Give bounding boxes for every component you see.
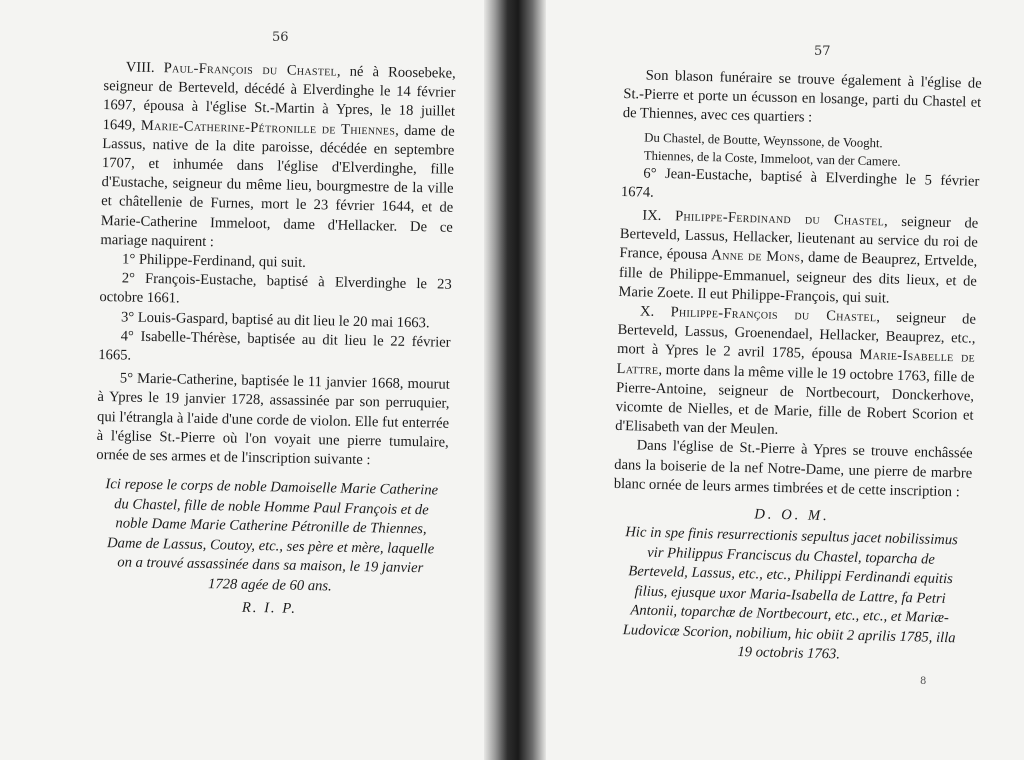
entry-x bbox=[615, 302, 976, 445]
church-paragraph: Dans l'église de St.-Pierre à Ypres se trouve enchâssée dans la boiserie de la nef Notre-Dame, une pierre de marbre blanc ornée de leurs armes timbrées et de cette inscription : bbox=[613, 437, 973, 501]
page-number-left: 56 bbox=[272, 30, 289, 45]
child-item: 4° Isabelle-Thérèse, baptisée au dit lieu le 22 février 1665. bbox=[98, 328, 451, 364]
corner-mark: 8 bbox=[920, 676, 927, 687]
latin-inscription: Hic in spe finis resurrectionis sepultus jacet nobilissimus vir Philippus Franciscus du Chastel, toparcha de Berteveld, Lassus, etc., etc., Philippi Ferdinandi equitis filius, ejusque uxor Maria-Isabella de Lattre, fa Petri Antonii, toparchæ de Nortbecourt, etc., etc., et Mariæ-Ludovicæ Scorion, nobilium, hic obiit 2 aprilis 1785, illa 19 octobris 1763. bbox=[622, 524, 958, 663]
right-page-text bbox=[609, 66, 981, 668]
dom-heading: D. O. M. bbox=[754, 506, 830, 525]
book-gutter bbox=[484, 0, 546, 760]
child-six: 6° Jean-Eustache, baptisé à Elverdinghe le 5 février 1674. bbox=[620, 165, 980, 201]
entry-ix-name: Philippe-Ferdinand du Chastel bbox=[674, 208, 885, 230]
entry-heading: VIII. bbox=[125, 59, 155, 76]
spouse-name: Marie-Catherine-Pétronille de Thiennes bbox=[140, 117, 396, 139]
entry-ix-spouse: Anne de Mons bbox=[711, 247, 801, 266]
blazon-paragraph: Son blason funéraire se trouve également à l'église de St.-Pierre et porte un écusson en losange, parti du Chastel et de Thiennes, avec ces quartiers : bbox=[622, 67, 982, 127]
left-page bbox=[0, 0, 484, 760]
entry-rest: , dame de Lassus, native de la dite paroisse, décédée en septembre 1707, et inhumée dans l'église d'Elverdinghe, fille d'Eustache, seigneur du même lieu, bourgmestre de la ville et châtellenie de Furnes, mort le 23 février 1644, et de Marie-Catherine Immeloot, dame d'Hellacker. De ce mariage naquirent : bbox=[100, 122, 455, 250]
rip: R. I. P. bbox=[241, 600, 298, 618]
page-number-right: 57 bbox=[814, 44, 831, 59]
quarters-line: Thiennes, de la Coste, Immeloot, van der Camere. bbox=[643, 148, 901, 169]
entry-x-text-b: , morte dans la même ville le 19 octobre 1763, fille de Pierre-Antoine, seigneur de Nortbecourt, Donckerhove, vicomte de Nielles, et de Marie, fille de Robert Scorion et d'Elisabeth van der Meulen. bbox=[615, 361, 975, 439]
entry-ix bbox=[618, 206, 978, 311]
entry-ix-text-a: , seigneur de Berteveld, Lassus, Hellacker, lieutenant au service du roi de France, épousa bbox=[619, 213, 979, 264]
child-item: 5° Marie-Catherine, baptisée le 11 janvier 1668, mourut à Ypres le 19 janvier 1728, assassinée par son perruquier, qui l'étrangla à l'aide d'une corde de violon. Elle fut enterrée à l'église St.-Pierre où l'on voyait une pierre tumulaire, ornée de ses armes et de l'inscription suivante : bbox=[96, 370, 450, 469]
right-page bbox=[546, 0, 1024, 760]
child-item: 1° Philippe-Ferdinand, qui suit. bbox=[121, 251, 307, 271]
entry-ix-heading: IX. bbox=[642, 207, 662, 224]
entry-name: Paul-François du Chastel bbox=[163, 60, 338, 80]
entry-x-text-a: , seigneur de Berteveld, Lassus, Groenendael, Hellacker, Beauprez, etc., mort à Ypres le 2 avril 1785, épousa bbox=[616, 309, 977, 364]
children-list bbox=[96, 250, 452, 472]
entry-x-name: Philippe-François du Chastel bbox=[670, 304, 877, 326]
quarters-line: Du Chastel, de Boutte, Weynssone, de Vooght. bbox=[644, 130, 883, 150]
entry-x-heading: X. bbox=[639, 303, 655, 320]
child-item: 3° Louis-Gaspard, baptisé au dit lieu le 20 mai 1663. bbox=[120, 309, 430, 331]
epitaph: Ici repose le corps de noble Damoiselle Marie Catherine du Chastel, fille de noble Homme Paul François et de noble Dame Marie Catherine Pétronille de Thiennes, Dame de Lassus, Coutoy, etc., ses père et mère, laquelle on a trouvé assassinée dans sa maison, le 19 janvier 1728 agée de 60 ans. bbox=[105, 476, 439, 595]
entry-viii bbox=[100, 58, 456, 257]
entry-ix-text-b: , dame de Beauprez, Ertvelde, fille de Philippe-Emmanuel, seigneur des dits lieux, et de Marie Zoete. Il eut Philippe-François, qui suit. bbox=[618, 249, 978, 307]
entry-x-spouse: Marie-Isabelle de Lattre bbox=[616, 347, 976, 378]
left-page-text bbox=[93, 58, 456, 622]
entry-intro: , né à Roosebeke, seigneur de Berteveld, décédé à Elverdinghe le 14 février 1697, épousa à l'église St.-Martin à Ypres, le 18 juillet 1649, bbox=[102, 63, 456, 134]
child-item: 2° François-Eustache, baptisé à Elverdinghe le 23 octobre 1661. bbox=[99, 270, 452, 307]
